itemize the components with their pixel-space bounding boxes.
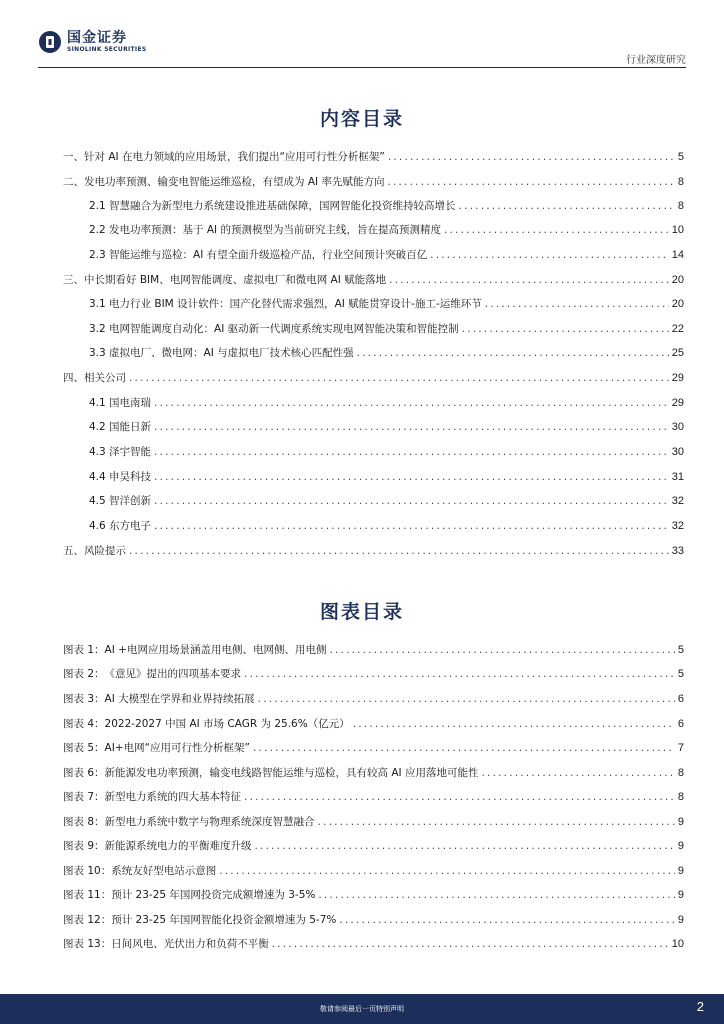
header-divider [38,67,686,68]
figure-item-text [63,839,252,853]
dot-leader [154,519,669,533]
logo-chinese-name: 国金证券 [67,30,127,46]
dot-leader [318,888,675,902]
figure-item[interactable] [63,862,684,878]
dot-leader [154,494,669,508]
sinolink-logo-icon [38,30,62,54]
figure-label: 图表 1： [63,644,105,656]
toc-item[interactable] [63,148,684,164]
figure-item-text [63,643,326,657]
toc-item-page: 20 [671,274,684,286]
toc-item-text: 3.2 电网智能调度自动化：AI 驱动新一代调度系统实现电网智能决策和智能控制 [89,323,459,335]
figure-item-page: 6 [677,693,684,705]
dot-leader [318,815,675,829]
toc-item[interactable] [89,246,684,262]
toc-item-page: 31 [671,471,684,483]
figure-item-page: 7 [677,742,684,754]
toc-item[interactable] [89,394,684,410]
figure-item[interactable] [63,641,684,657]
figure-label: 图表 9： [63,840,105,852]
toc-item-text: 一、针对 AI 在电力领域的应用场景，我们提出“应用可行性分析框架” [63,151,385,163]
page-number: 2 [696,999,704,1014]
toc-item-text: 4.3 泽宇智能 [89,446,152,458]
figure-item-page: 9 [677,889,684,901]
figure-item-text [63,888,315,902]
figure-caption: 新能源发电功率预测，输变电线路智能运维与巡检，具有较高 AI 应用落地可能性 [104,767,479,779]
toc-item-page: 8 [677,200,684,212]
figure-item[interactable] [63,911,684,927]
toc-item-page: 10 [671,224,684,236]
figure-caption: AI+电网“应用可行性分析框架” [104,742,250,754]
toc-item[interactable] [63,173,684,189]
figure-caption: 新型电力系统中数字与物理系统深度智慧融合 [104,816,315,828]
dot-leader [389,273,669,287]
toc-item-page: 30 [671,446,684,458]
toc-item-page: 29 [671,372,684,384]
dot-leader [485,297,669,311]
dot-leader [154,470,669,484]
figure-item-page: 9 [677,816,684,828]
dot-leader [272,937,669,951]
toc-item-text: 三、中长期看好 BIM、电网智能调度、虚拟电厂和微电网 AI 赋能落地 [63,274,387,286]
figure-item-page: 8 [677,791,684,803]
toc-item-text: 2.1 智慧融合为新型电力系统建设推进基础保障，国网智能化投资维持较高增长 [89,200,456,212]
figure-item[interactable] [63,813,684,829]
figure-label: 图表 13： [63,938,112,950]
figure-item-page: 9 [677,865,684,877]
toc-item-text: 3.3 虚拟电厂、微电网：AI 与虚拟电厂技术核心匹配性强 [89,347,354,359]
toc-item[interactable] [89,295,684,311]
figure-item[interactable] [63,935,684,951]
figure-item-page: 9 [677,914,684,926]
toc-item-text: 3.1 电力行业 BIM 设计软件：国产化替代需求强烈，AI 赋能贯穿设计-施工-运维环节 [89,298,482,310]
figure-label: 图表 6： [63,767,105,779]
dot-leader [253,741,675,755]
figure-item-text [63,864,216,878]
dot-leader [357,346,669,360]
figure-item[interactable] [63,886,684,902]
toc-item-page: 25 [671,347,684,359]
figure-item-page: 8 [677,767,684,779]
figure-item-page: 5 [677,668,684,680]
toc-item-page: 33 [671,545,684,557]
figure-label: 图表 12： [63,914,112,926]
toc-item-page: 29 [671,397,684,409]
figure-caption: 新型电力系统的四大基本特征 [104,791,242,803]
figure-caption: 日间风电、光伏出力和负荷不平衡 [111,938,269,950]
toc-item-text: 4.1 国电南瑞 [89,397,152,409]
figure-item-text [63,667,241,681]
figure-item-text [63,717,350,731]
dot-leader [482,766,675,780]
figure-item[interactable] [63,665,684,681]
figure-item[interactable] [63,837,684,853]
toc-item-page: 22 [671,323,684,335]
figure-item-text [63,766,479,780]
toc-item[interactable] [63,271,684,287]
logo-english-name: SINOLINK SECURITIES [67,46,147,53]
figure-item-page: 5 [677,644,684,656]
figure-item-text [63,790,241,804]
figure-label: 图表 8： [63,816,105,828]
figure-label: 图表 11： [63,889,112,901]
figure-item-text [63,913,336,927]
toc-title: 内容目录 [319,108,404,130]
dot-leader [353,717,675,731]
figure-item-page: 6 [677,718,684,730]
figure-item-page: 10 [671,938,684,950]
dot-leader [430,248,669,262]
toc-item-page: 20 [671,298,684,310]
dot-leader [244,667,675,681]
figures-title: 图表目录 [319,601,404,623]
toc-item[interactable] [63,369,684,385]
dot-leader [388,150,675,164]
toc-item[interactable] [89,320,684,336]
figure-item[interactable] [63,764,684,780]
toc-item-page: 8 [677,176,684,188]
dot-leader [129,371,669,385]
figure-caption: 《意见》提出的四项基本要求 [104,668,242,680]
figure-item-text [63,815,315,829]
figure-item[interactable] [63,788,684,804]
toc-item[interactable] [89,344,684,360]
dot-leader [244,790,675,804]
figure-caption: 新能源系统电力的平衡难度升级 [104,840,252,852]
figure-caption: 预计 23-25 年国网投资完成额增速为 3-5% [111,889,316,901]
report-type-label: 行业深度研究 [626,55,686,66]
footer-disclaimer: 敬请参阅最后一页特别声明 [320,1005,404,1013]
figure-caption: 系统友好型电站示意图 [111,865,217,877]
toc-item-text: 4.2 国能日新 [89,421,152,433]
toc-item-page: 5 [677,151,684,163]
toc-item[interactable] [89,418,684,434]
toc-item-text: 2.3 智能运维与巡检：AI 有望全面升级巡检产品，行业空间预计突破百亿 [89,249,428,261]
dot-leader [255,839,675,853]
toc-item[interactable] [89,443,684,459]
figure-label: 图表 5： [63,742,105,754]
dot-leader [219,864,675,878]
toc-item-text: 4.5 智洋创新 [89,495,152,507]
toc-item-text: 二、发电功率预测、输变电智能运维巡检，有望成为 AI 率先赋能方向 [63,176,385,188]
figure-item-page: 9 [677,840,684,852]
logo [38,30,146,54]
dot-leader [462,322,669,336]
toc-item[interactable] [89,221,684,237]
dot-leader [154,396,669,410]
dot-leader [154,445,669,459]
figure-item[interactable] [63,715,684,731]
figure-label: 图表 7： [63,791,105,803]
figure-item-text [63,937,269,951]
dot-leader [444,223,669,237]
figure-label: 图表 10： [63,865,112,877]
figure-caption: AI 大模型在学界和业界持续拓展 [104,693,255,705]
figure-label: 图表 4： [63,718,105,730]
figure-label: 图表 2： [63,668,105,680]
figure-item[interactable] [63,739,684,755]
figure-caption: 预计 23-25 年国网智能化投资金额增速为 5-7% [111,914,337,926]
figure-caption: 2022-2027 中国 AI 市场 CAGR 为 25.6%（亿元） [104,718,350,730]
dot-leader [387,175,674,189]
toc-item-page: 32 [671,495,684,507]
dot-leader [459,199,675,213]
dot-leader [258,692,675,706]
figure-item-text [63,692,255,706]
dot-leader [154,420,669,434]
toc-item-text: 四、相关公司 [63,372,126,384]
dot-leader [339,913,675,927]
figure-item[interactable] [63,690,684,706]
figure-label: 图表 3： [63,693,105,705]
toc-item-page: 14 [671,249,684,261]
dot-leader [329,643,674,657]
toc-item-text: 4.4 申昊科技 [89,471,152,483]
toc-item[interactable] [89,197,684,213]
toc-item-page: 30 [671,421,684,433]
dot-leader [129,544,669,558]
toc-item-text: 4.6 东方电子 [89,520,152,532]
toc-item-page: 32 [671,520,684,532]
toc-item[interactable] [89,517,684,533]
figure-caption: AI +电网应用场景涵盖用电侧、电网侧、用电侧 [104,644,327,656]
toc-item-text: 五、风险提示 [63,545,126,557]
figure-item-text [63,741,250,755]
toc-item[interactable] [63,542,684,558]
toc-item[interactable] [89,492,684,508]
toc-item[interactable] [89,468,684,484]
toc-item-text: 2.2 发电功率预测：基于 AI 的预测模型为当前研究主线，旨在提高预测精度 [89,224,441,236]
